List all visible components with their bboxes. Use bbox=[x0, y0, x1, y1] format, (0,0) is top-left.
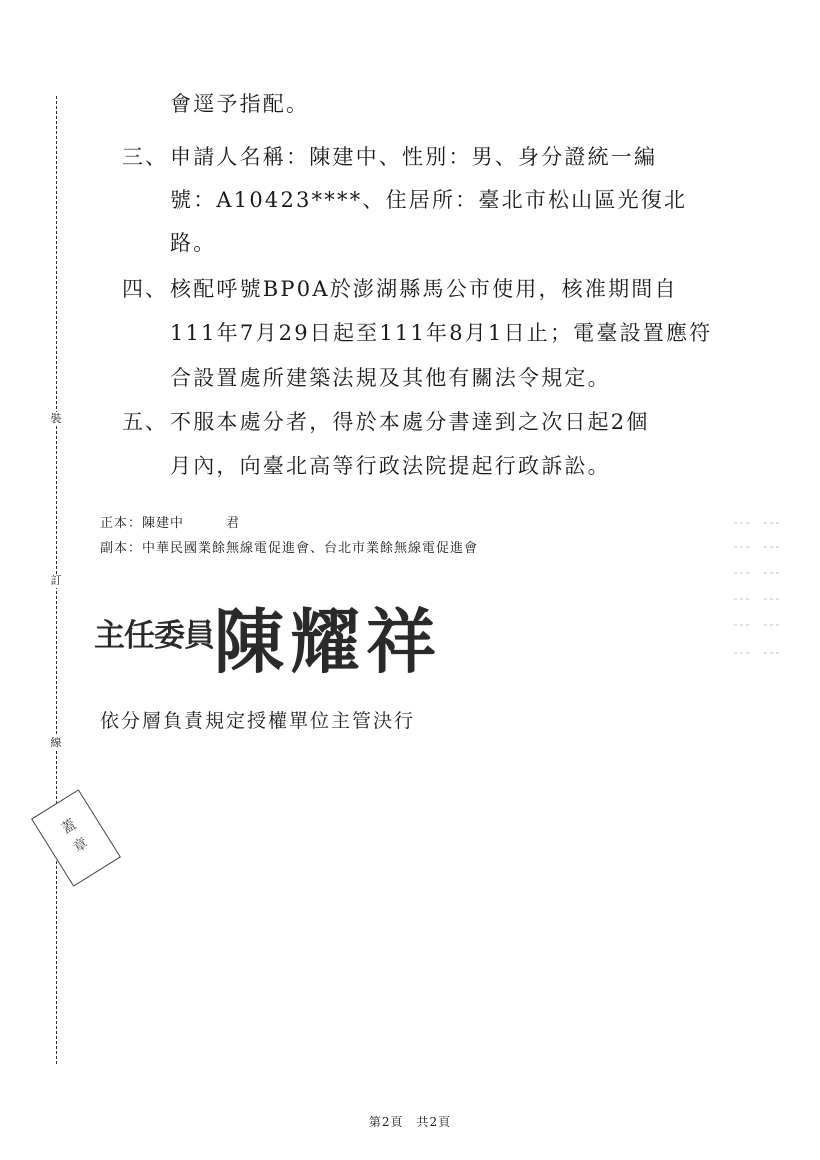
seal-stamp-graphic bbox=[32, 791, 119, 886]
item4-number: 四、 bbox=[122, 277, 168, 301]
signature-name: 陳耀祥 bbox=[214, 600, 442, 683]
item4-line-2: 111年7月29日起至111年8月1日止；電臺設置應符 bbox=[170, 321, 713, 345]
svg-text:章: 章 bbox=[70, 835, 91, 857]
item5-number: 五、 bbox=[122, 410, 168, 434]
delegation-note: 依分層負責規定授權單位主管決行 bbox=[100, 710, 416, 732]
signature-block bbox=[94, 580, 474, 700]
original-recipient: 正本：陳建中 君 bbox=[100, 516, 241, 531]
show-through-marks bbox=[730, 515, 786, 665]
svg-text:蓋: 蓋 bbox=[58, 816, 80, 838]
binding-mark-bottom: 線 bbox=[50, 736, 62, 749]
binding-mark-top: 裝 bbox=[50, 412, 62, 425]
page-number: 第2頁 共2頁 bbox=[368, 1115, 452, 1129]
seal-stamp bbox=[31, 789, 121, 887]
item2-continuation: 會逕予指配。 bbox=[170, 92, 310, 116]
item3-line-2: 號：A10423****、住居所：臺北市松山區光復北 bbox=[170, 188, 688, 212]
item4-line-3: 合設置處所建築法規及其他有關法令規定。 bbox=[170, 366, 611, 390]
item5-line-1: 不服本處分者，得於本處分書達到之次日起2個 bbox=[170, 410, 650, 434]
binding-mark-middle: 訂 bbox=[50, 574, 62, 587]
item3-line-3: 路。 bbox=[170, 231, 217, 255]
copy-recipients: 副本：中華民國業餘無線電促進會、台北市業餘無線電促進會 bbox=[100, 541, 479, 556]
item5-line-2: 月內，向臺北高等行政法院提起行政訴訟。 bbox=[170, 454, 611, 478]
item3-line-1: 申請人名稱：陳建中、性別：男、身分證統一編 bbox=[170, 145, 658, 169]
signature-title: 主任委員 bbox=[94, 618, 214, 654]
item4-line-1: 核配呼號BP0A於澎湖縣馬公市使用，核准期間自 bbox=[170, 277, 678, 301]
item3-number: 三、 bbox=[122, 145, 168, 169]
